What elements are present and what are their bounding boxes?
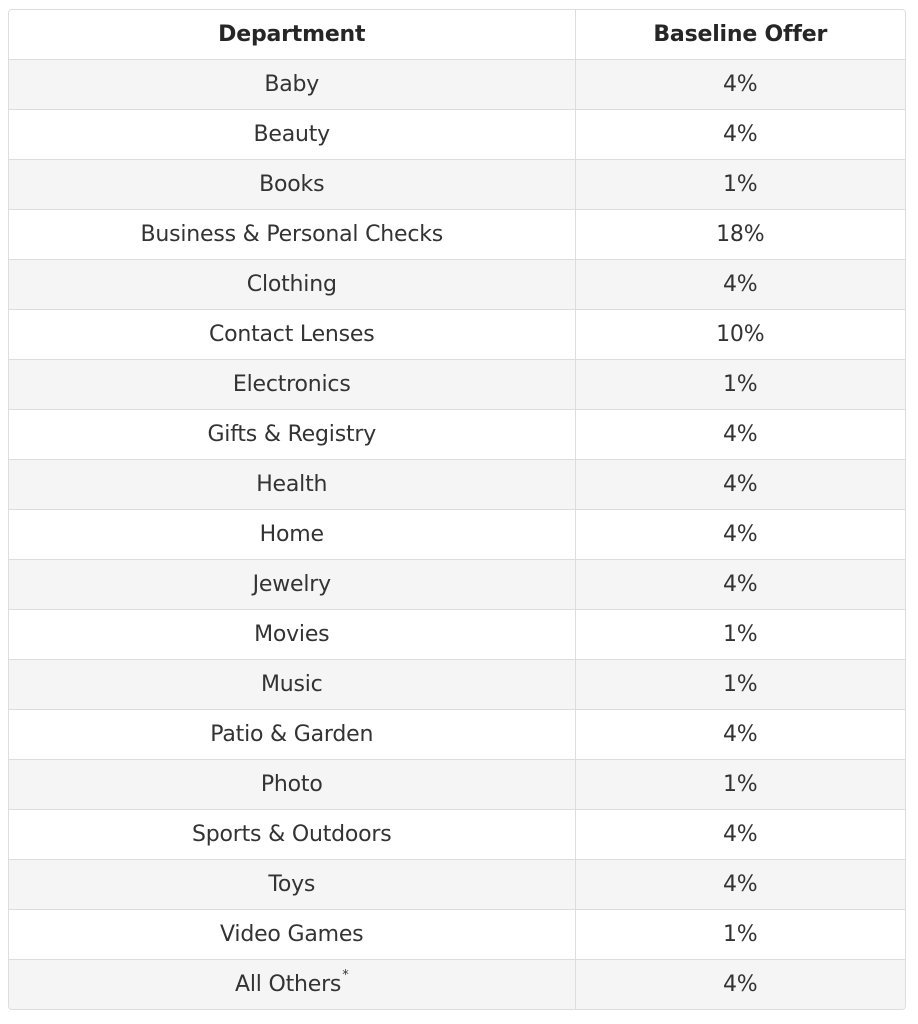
department-name: Clothing [246, 272, 337, 297]
table-row [9, 910, 905, 960]
department-cell [9, 860, 575, 910]
baseline-offer-cell: 4% [575, 960, 905, 1010]
baseline-offer-cell: 4% [575, 260, 905, 310]
department-name: All Others [234, 972, 342, 997]
department-name: Music [260, 672, 323, 697]
header-baseline-offer: Baseline Offer [575, 10, 905, 60]
baseline-offer-cell: 10% [575, 310, 905, 360]
baseline-offer-cell: 18% [575, 210, 905, 260]
department-cell [9, 610, 575, 660]
department-name: Jewelry [252, 572, 331, 597]
department-cell [9, 660, 575, 710]
department-cell [9, 310, 575, 360]
department-offers-table [9, 10, 905, 1009]
department-cell [9, 510, 575, 560]
baseline-offer-cell: 4% [575, 60, 905, 110]
baseline-offer-cell: 4% [575, 460, 905, 510]
table-row [9, 510, 905, 560]
baseline-offer-cell: 4% [575, 560, 905, 610]
department-cell [9, 210, 575, 260]
table-row [9, 760, 905, 810]
baseline-offer-cell: 1% [575, 610, 905, 660]
table-row [9, 160, 905, 210]
department-name: Beauty [253, 122, 330, 147]
table-row [9, 210, 905, 260]
department-cell [9, 460, 575, 510]
table-row [9, 360, 905, 410]
table-row [9, 410, 905, 460]
table-row [9, 260, 905, 310]
table-row [9, 860, 905, 910]
baseline-offer-cell: 1% [575, 160, 905, 210]
department-name: Baby [264, 72, 320, 97]
table-row [9, 460, 905, 510]
department-name: Patio & Garden [210, 722, 374, 747]
baseline-offer-cell: 1% [575, 360, 905, 410]
department-name: Contact Lenses [208, 322, 375, 347]
department-name: Sports & Outdoors [191, 822, 392, 847]
table-row [9, 60, 905, 110]
department-cell [9, 110, 575, 160]
department-name: Photo [260, 772, 323, 797]
table-row [9, 960, 905, 1010]
department-cell [9, 360, 575, 410]
department-name: Health [256, 472, 328, 497]
baseline-offer-cell: 4% [575, 810, 905, 860]
baseline-offer-cell: 4% [575, 110, 905, 160]
department-cell [9, 260, 575, 310]
department-cell [9, 710, 575, 760]
table-row [9, 560, 905, 610]
department-cell [9, 160, 575, 210]
baseline-offer-cell: 1% [575, 760, 905, 810]
table-row [9, 810, 905, 860]
department-name: Electronics [232, 372, 351, 397]
table-body [9, 60, 905, 1010]
department-name: Gifts & Registry [207, 422, 377, 447]
department-cell [9, 810, 575, 860]
baseline-offer-cell: 4% [575, 510, 905, 560]
table-row [9, 110, 905, 160]
department-name: Movies [254, 622, 330, 647]
table-row [9, 310, 905, 360]
department-cell [9, 760, 575, 810]
department-cell [9, 910, 575, 960]
table-row [9, 710, 905, 760]
department-cell [9, 60, 575, 110]
baseline-offer-cell: 4% [575, 410, 905, 460]
department-cell [9, 560, 575, 610]
baseline-offer-cell: 1% [575, 910, 905, 960]
header-row [9, 10, 905, 60]
table-row [9, 610, 905, 660]
department-cell [9, 960, 575, 1010]
offers-table-container [8, 9, 906, 1010]
baseline-offer-cell: 1% [575, 660, 905, 710]
department-cell [9, 410, 575, 460]
department-name: Home [259, 522, 324, 547]
table-row [9, 660, 905, 710]
department-name: Books [259, 172, 325, 197]
baseline-offer-cell: 4% [575, 710, 905, 760]
table-header [9, 10, 905, 60]
department-name: Toys [268, 872, 316, 897]
baseline-offer-cell: 4% [575, 860, 905, 910]
department-name: Video Games [220, 922, 364, 947]
header-department: Department [9, 10, 575, 60]
department-name: Business & Personal Checks [140, 222, 444, 247]
footnote-marker: * [342, 967, 349, 983]
